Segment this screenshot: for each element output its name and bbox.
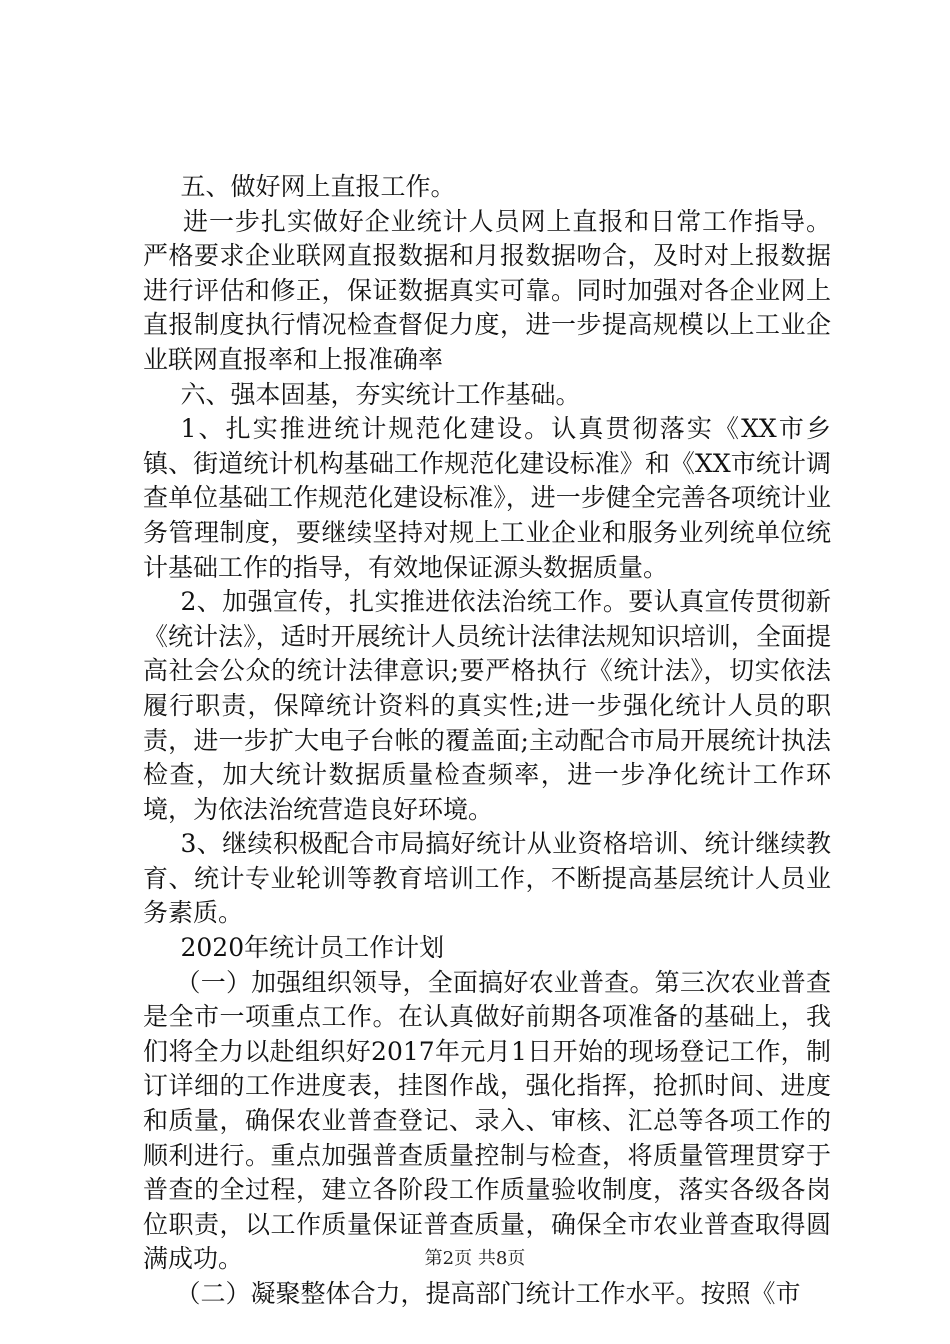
paragraph: 六、强本固基，夯实统计工作基础。 [180,379,581,409]
document-body [143,170,831,1312]
paragraph: 2020年统计员工作计划 [180,933,445,963]
paragraph: 五、做好网上直报工作。 [180,172,456,201]
paragraph: （一）加强组织领导，全面搞好农业普查。第三次农业普查是全市一项重点工作。在认真做好前期各项准备的基础上，我们将全力以赴组织好2017年元月1日开始的现场登记工作，制订详细的工作进度表，挂图作战，强化指挥，抢抓时间、进度和质量，确保农业普查登记、录入、审核、汇总等各项工作的顺利进行。重点加强普查质量控制与检查，将质量管理贯穿于普查的全过程，建立各阶段工作质量验收制度，落实各级各岗位职责，以工作质量保证普查质量，确保全市农业普查取得圆满成功。 [143,967,831,1274]
page-footer: 第2页 共8页 [424,1248,526,1269]
paragraph: 3、继续积极配合市局搞好统计从业资格培训、统计继续教育、统计专业轮训等教育培训工作，不断提高基层统计人员业务素质。 [143,829,831,928]
paragraph: 2、加强宣传，扎实推进依法治统工作。要认真宣传贯彻新《统计法》，适时开展统计人员统计法律法规知识培训，全面提高社会公众的统计法律意识;要严格执行《统计法》，切实依法履行职责，保障统计资料的真实性;进一步强化统计人员的职责，进一步扩大电子台帐的覆盖面;主动配合市局开展统计执法检查，加大统计数据质量检查频率，进一步净化统计工作环境，为依法治统营造良好环境。 [143,587,831,824]
paragraph: 1、扎实推进统计规范化建设。认真贯彻落实《XX市乡镇、街道统计机构基础工作规范化建设标准》和《XX市统计调查单位基础工作规范化建设标准》，进一步健全完善各项统计业务管理制度，要继续坚持对规上工业企业和服务业列统单位统计基础工作的指导，有效地保证源头数据质量。 [143,414,831,582]
paragraph: 进一步扎实做好企业统计人员网上直报和日常工作指导。严格要求企业联网直报数据和月报数据吻合，及时对上报数据进行评估和修正，保证数据真实可靠。同时加强对各企业网上直报制度执行情况检查督促力度，进一步提高规模以上工业企业联网直报率和上报准确率 [143,206,831,374]
paragraph: （二）凝聚整体合力，提高部门统计工作水平。按照《市 [175,1279,801,1308]
